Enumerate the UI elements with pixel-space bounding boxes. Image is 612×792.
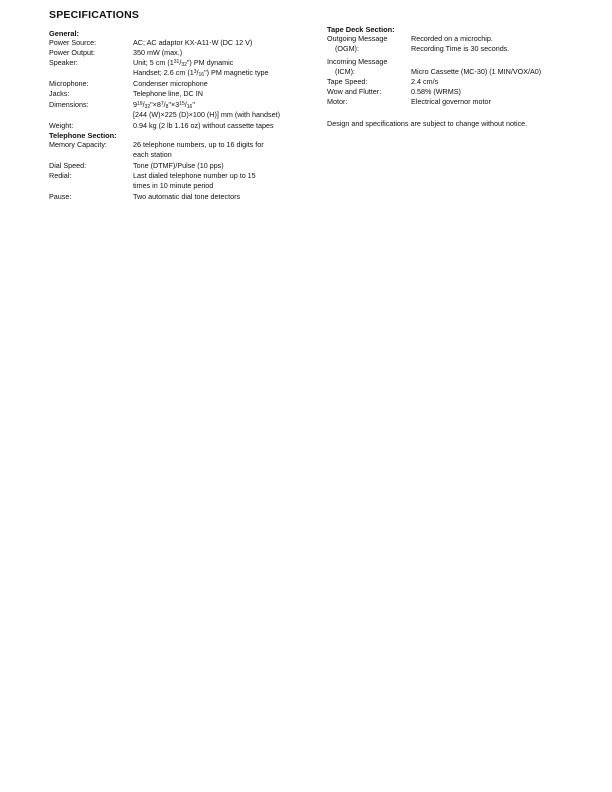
spec-value: Condenser microphone (133, 79, 208, 88)
spec-label: Wow and Flutter: (327, 87, 382, 96)
spec-value: Recorded on a microchip. Recording Time is 30 seconds. (411, 34, 510, 53)
spec-label: Dial Speed: (49, 161, 87, 170)
spec-row-memory (49, 140, 314, 160)
spec-label: Jacks: (49, 89, 70, 98)
spec-row-dimensions (49, 100, 314, 120)
left-column (49, 29, 314, 202)
spec-row-ogm (327, 34, 597, 54)
spec-label: Dimensions: (49, 100, 89, 109)
spec-row-speaker (49, 58, 314, 78)
spec-row-motor (327, 97, 597, 107)
spec-row-icm (327, 57, 597, 77)
spec-row-pause (49, 192, 314, 202)
spec-value: 2.4 cm/s (411, 77, 439, 86)
spec-label: Outgoing Message (OGM): (327, 34, 388, 53)
speaker-unit-line: Unit; 5 cm $(1^{31}/_{32}")$ PM dynamic (133, 58, 234, 68)
spec-row-microphone (49, 79, 314, 89)
spec-value: AC; AC adaptor KX-A11-W (DC 12 V) (133, 38, 253, 47)
spec-row-redial (49, 171, 314, 191)
spec-label: Speaker: (49, 58, 78, 67)
spec-row-weight (49, 121, 314, 131)
spec-value: 26 telephone numbers, up to 16 digits for each station (133, 140, 264, 159)
spec-value (133, 58, 314, 78)
spec-label: Motor: (327, 97, 348, 106)
spec-row-dial-speed (49, 161, 314, 171)
page-title: SPECIFICATIONS (49, 9, 140, 21)
change-notice: Design and specifications are subject to change without notice. (327, 119, 528, 128)
spec-value: 0.58% (WRMS) (411, 87, 461, 96)
spec-value: Telephone line, DC IN (133, 89, 203, 98)
spec-value: 350 mW (max.) (133, 48, 183, 57)
spec-value: Two automatic dial tone detectors (133, 192, 241, 201)
spec-row-wow-flutter (327, 87, 597, 97)
spec-row-power-source (49, 38, 314, 48)
spec-label: Power Source: (49, 38, 97, 47)
telephone-heading: Telephone Section: (49, 131, 117, 140)
spec-label: Redial: (49, 171, 72, 180)
dimensions-inch-line: $9^{19}/_{32}"\times 8^7/_8"\times 3^{15}/_{16}$" (133, 100, 195, 110)
tape-deck-heading: Tape Deck Section: (327, 25, 395, 34)
spec-label: Weight: (49, 121, 74, 130)
spec-label: Memory Capacity: (49, 140, 107, 149)
spec-value: Micro Cassette (MC-30) (1 MIN/VOX/A0) (411, 67, 542, 76)
right-column (327, 25, 597, 129)
spec-value: Last dialed telephone number up to 15 times in 10 minute period (133, 171, 256, 190)
general-heading: General: (49, 29, 79, 38)
dimensions-mm-line: [244 (W)×225 (D)×100 (H)] mm (with handset) (133, 110, 280, 119)
speaker-handset-line: Handset; 2.6 cm $(1^3/_{16}")$ PM magnetic type (133, 68, 269, 78)
spec-value (133, 100, 314, 120)
spec-value: Electrical governor motor (411, 97, 491, 106)
spec-label: Incoming Message (ICM): (327, 57, 388, 76)
spec-row-tape-speed (327, 77, 597, 87)
spec-label: Tape Speed: (327, 77, 368, 86)
spec-label: Pause: (49, 192, 72, 201)
spec-value: Tone (DTMF)/Pulse (10 pps) (133, 161, 224, 170)
spec-value: 0.94 kg (2 lb 1.16 oz) without cassette tapes (133, 121, 274, 130)
spec-label: Microphone: (49, 79, 89, 88)
spec-label: Power Output: (49, 48, 95, 57)
spec-row-jacks (49, 89, 314, 99)
spec-row-power-output (49, 48, 314, 58)
